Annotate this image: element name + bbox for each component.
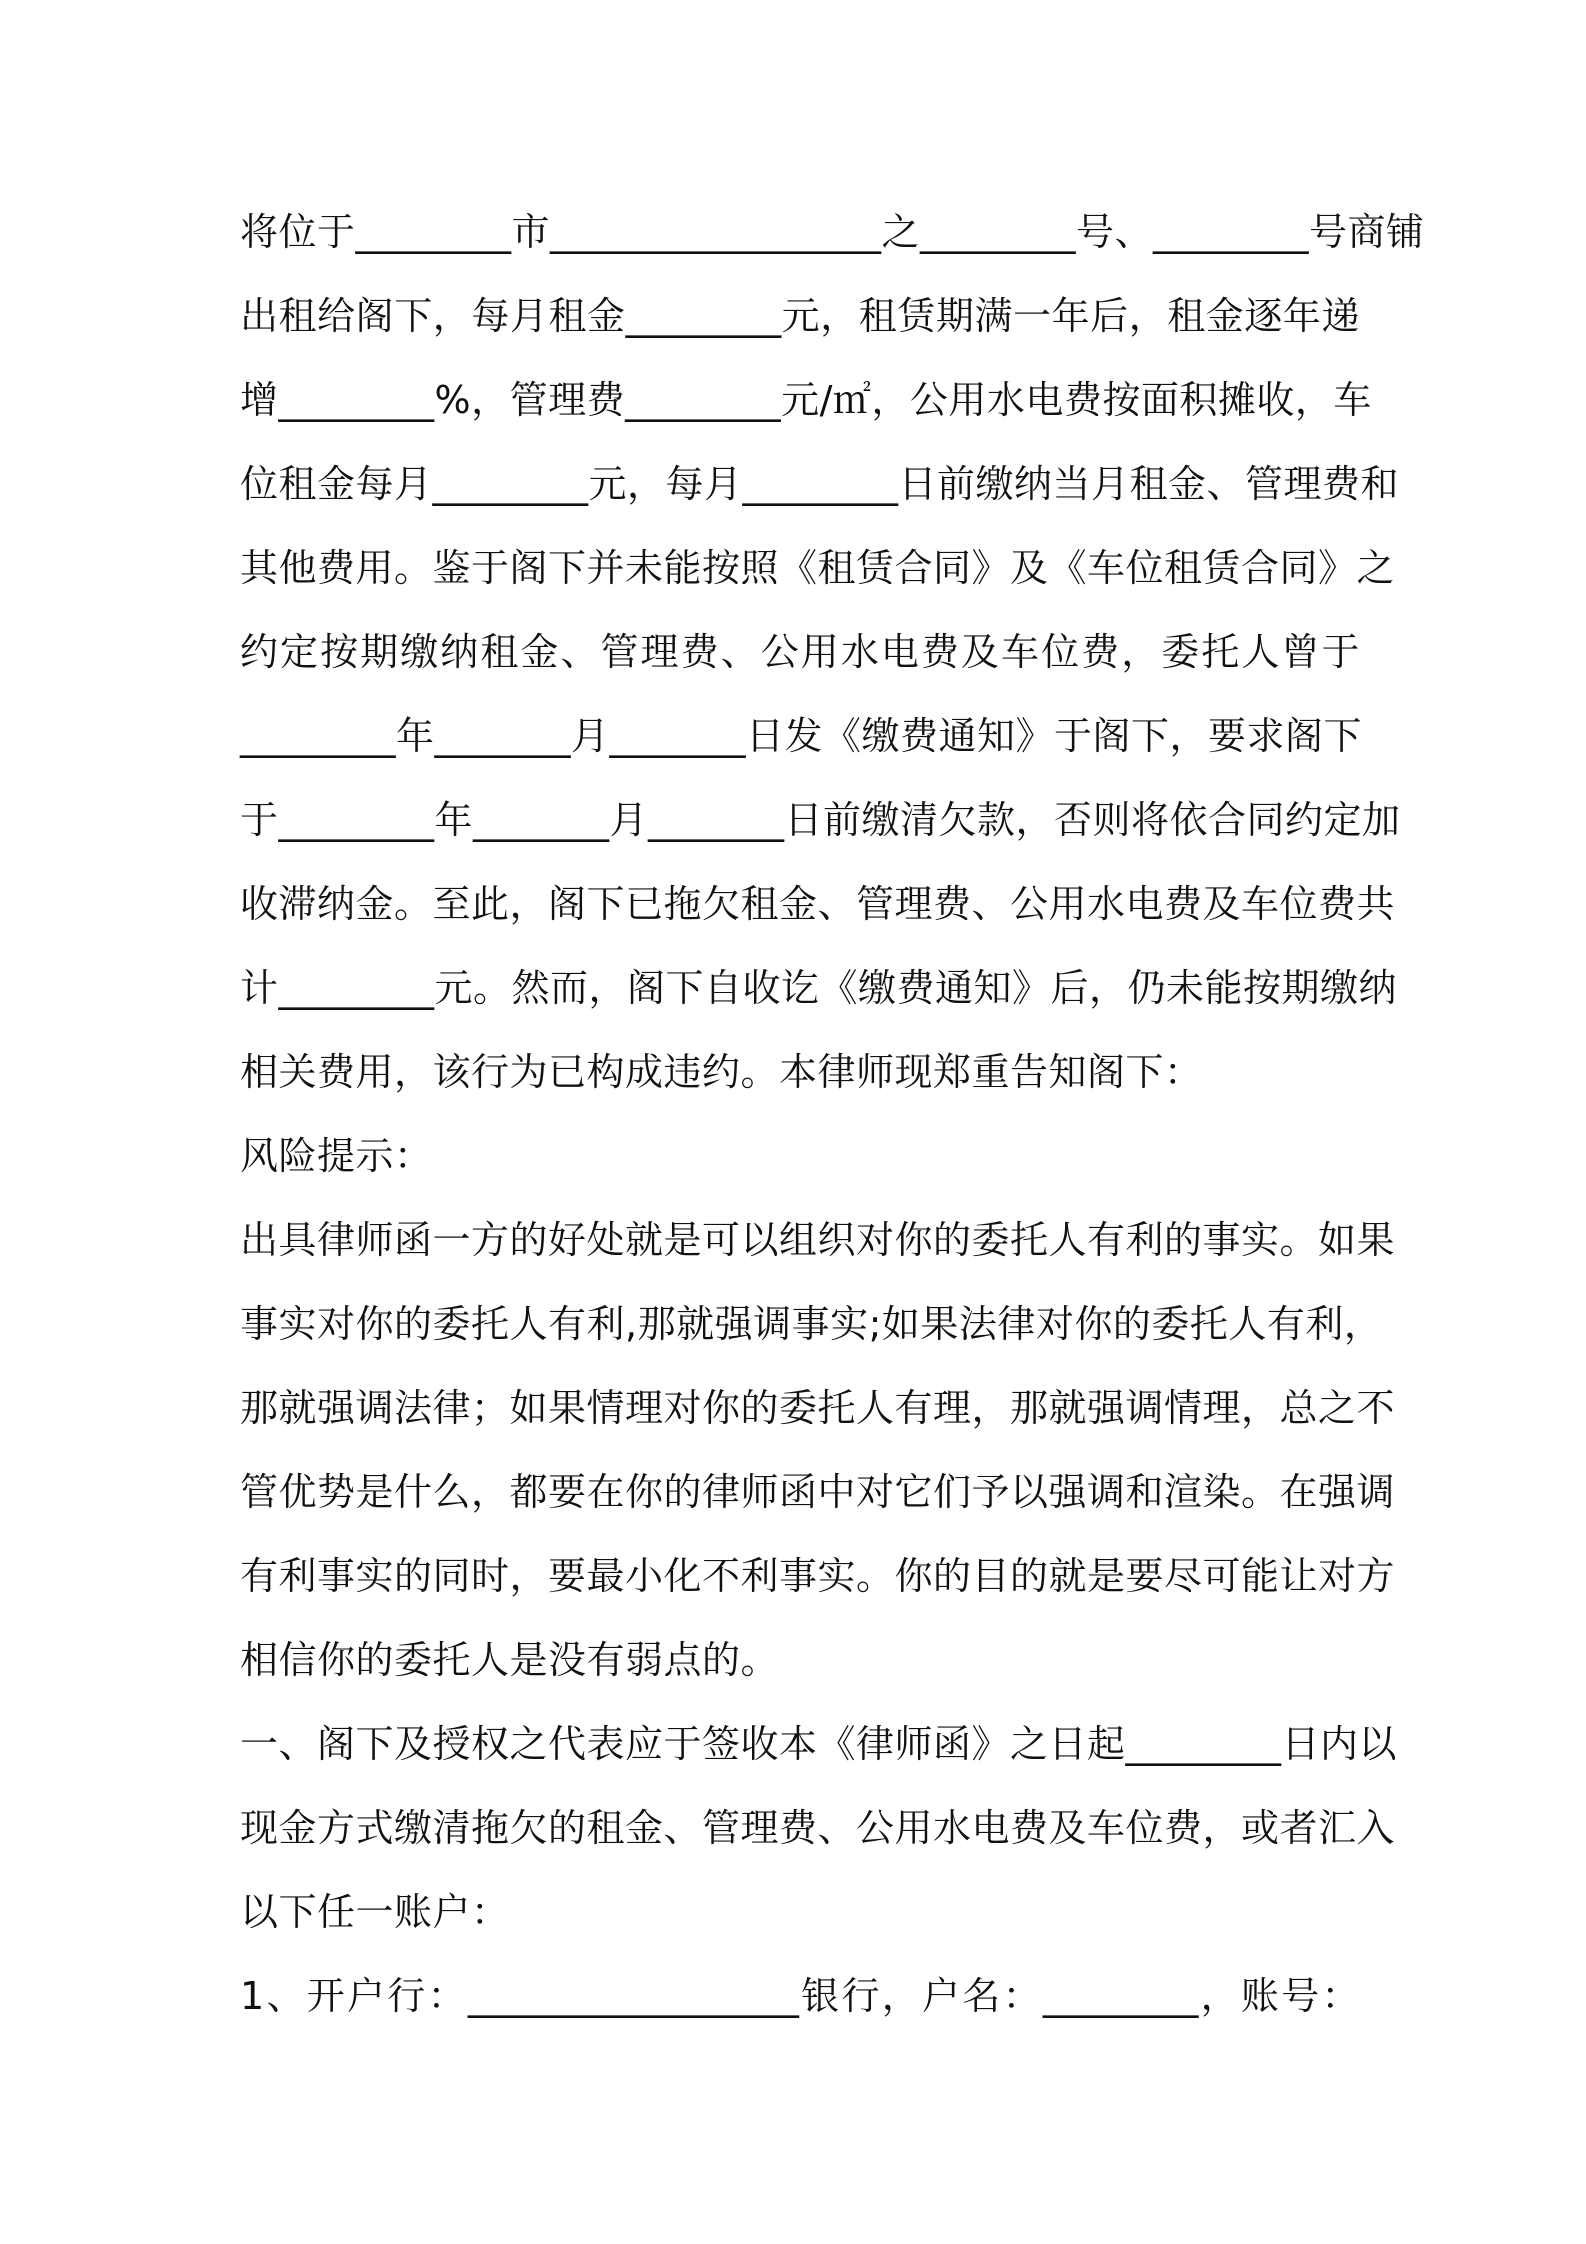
body-text-line: 相关费用，该行为已构成违约。本律师现郑重告知阁下：	[240, 1050, 1203, 1094]
document-body	[240, 190, 1425, 2038]
body-text-line: 约定按期缴纳租金、管理费、公用水电费及车位费，委托人曾于	[240, 630, 1360, 674]
body-text-line: 出具律师函一方的好处就是可以组织对你的委托人有利的事实。如果	[240, 1218, 1396, 1262]
body-text-line: ________年_______月_______日发《缴费通知》于阁下，要求阁下	[240, 714, 1363, 758]
clause-one-line: 现金方式缴清拖欠的租金、管理费、公用水电费及车位费，或者汇入	[240, 1806, 1396, 1850]
body-text-line: 其他费用。鉴于阁下并未能按照《租赁合同》及《车位租赁合同》之	[240, 546, 1396, 590]
body-text-line: 计________元。然而，阁下自收讫《缴费通知》后，仍未能按期缴纳	[240, 966, 1398, 1010]
clause-one-line: 一、阁下及授权之代表应于签收本《律师函》之日起________日内以	[240, 1722, 1398, 1766]
body-text-line: 管优势是什么，都要在你的律师函中对它们予以强调和渲染。在强调	[240, 1470, 1396, 1514]
body-text-line: 出租给阁下，每月租金________元，租赁期满一年后，租金逐年递	[240, 294, 1360, 338]
clause-one-line: 以下任一账户：	[240, 1890, 510, 1934]
bank-account-line: 1、开户行：_________________银行，户名：________，账号：	[240, 1974, 1360, 2018]
body-text-line: 事实对你的委托人有利,那就强调事实;如果法律对你的委托人有利，	[240, 1302, 1383, 1346]
body-text-line: 有利事实的同时，要最小化不利事实。你的目的就是要尽可能让对方	[240, 1554, 1396, 1598]
body-text-line: 增________%，管理费________元/㎡，公用水电费按面积摊收，车	[240, 378, 1372, 422]
body-text-line: 将位于________市_________________之________号、________号商铺	[240, 210, 1425, 254]
body-text-line: 收滞纳金。至此，阁下已拖欠租金、管理费、公用水电费及车位费共	[240, 882, 1396, 926]
body-text-line: 那就强调法律；如果情理对你的委托人有理，那就强调情理，总之不	[240, 1386, 1396, 1430]
body-text-line: 位租金每月________元，每月________日前缴纳当月租金、管理费和	[240, 462, 1400, 506]
body-text-line: 相信你的委托人是没有弱点的。	[240, 1638, 780, 1682]
section-heading-risk: 风险提示：	[240, 1134, 433, 1178]
body-text-line: 于________年_______月_______日前缴清欠款，否则将依合同约定加	[240, 798, 1401, 842]
